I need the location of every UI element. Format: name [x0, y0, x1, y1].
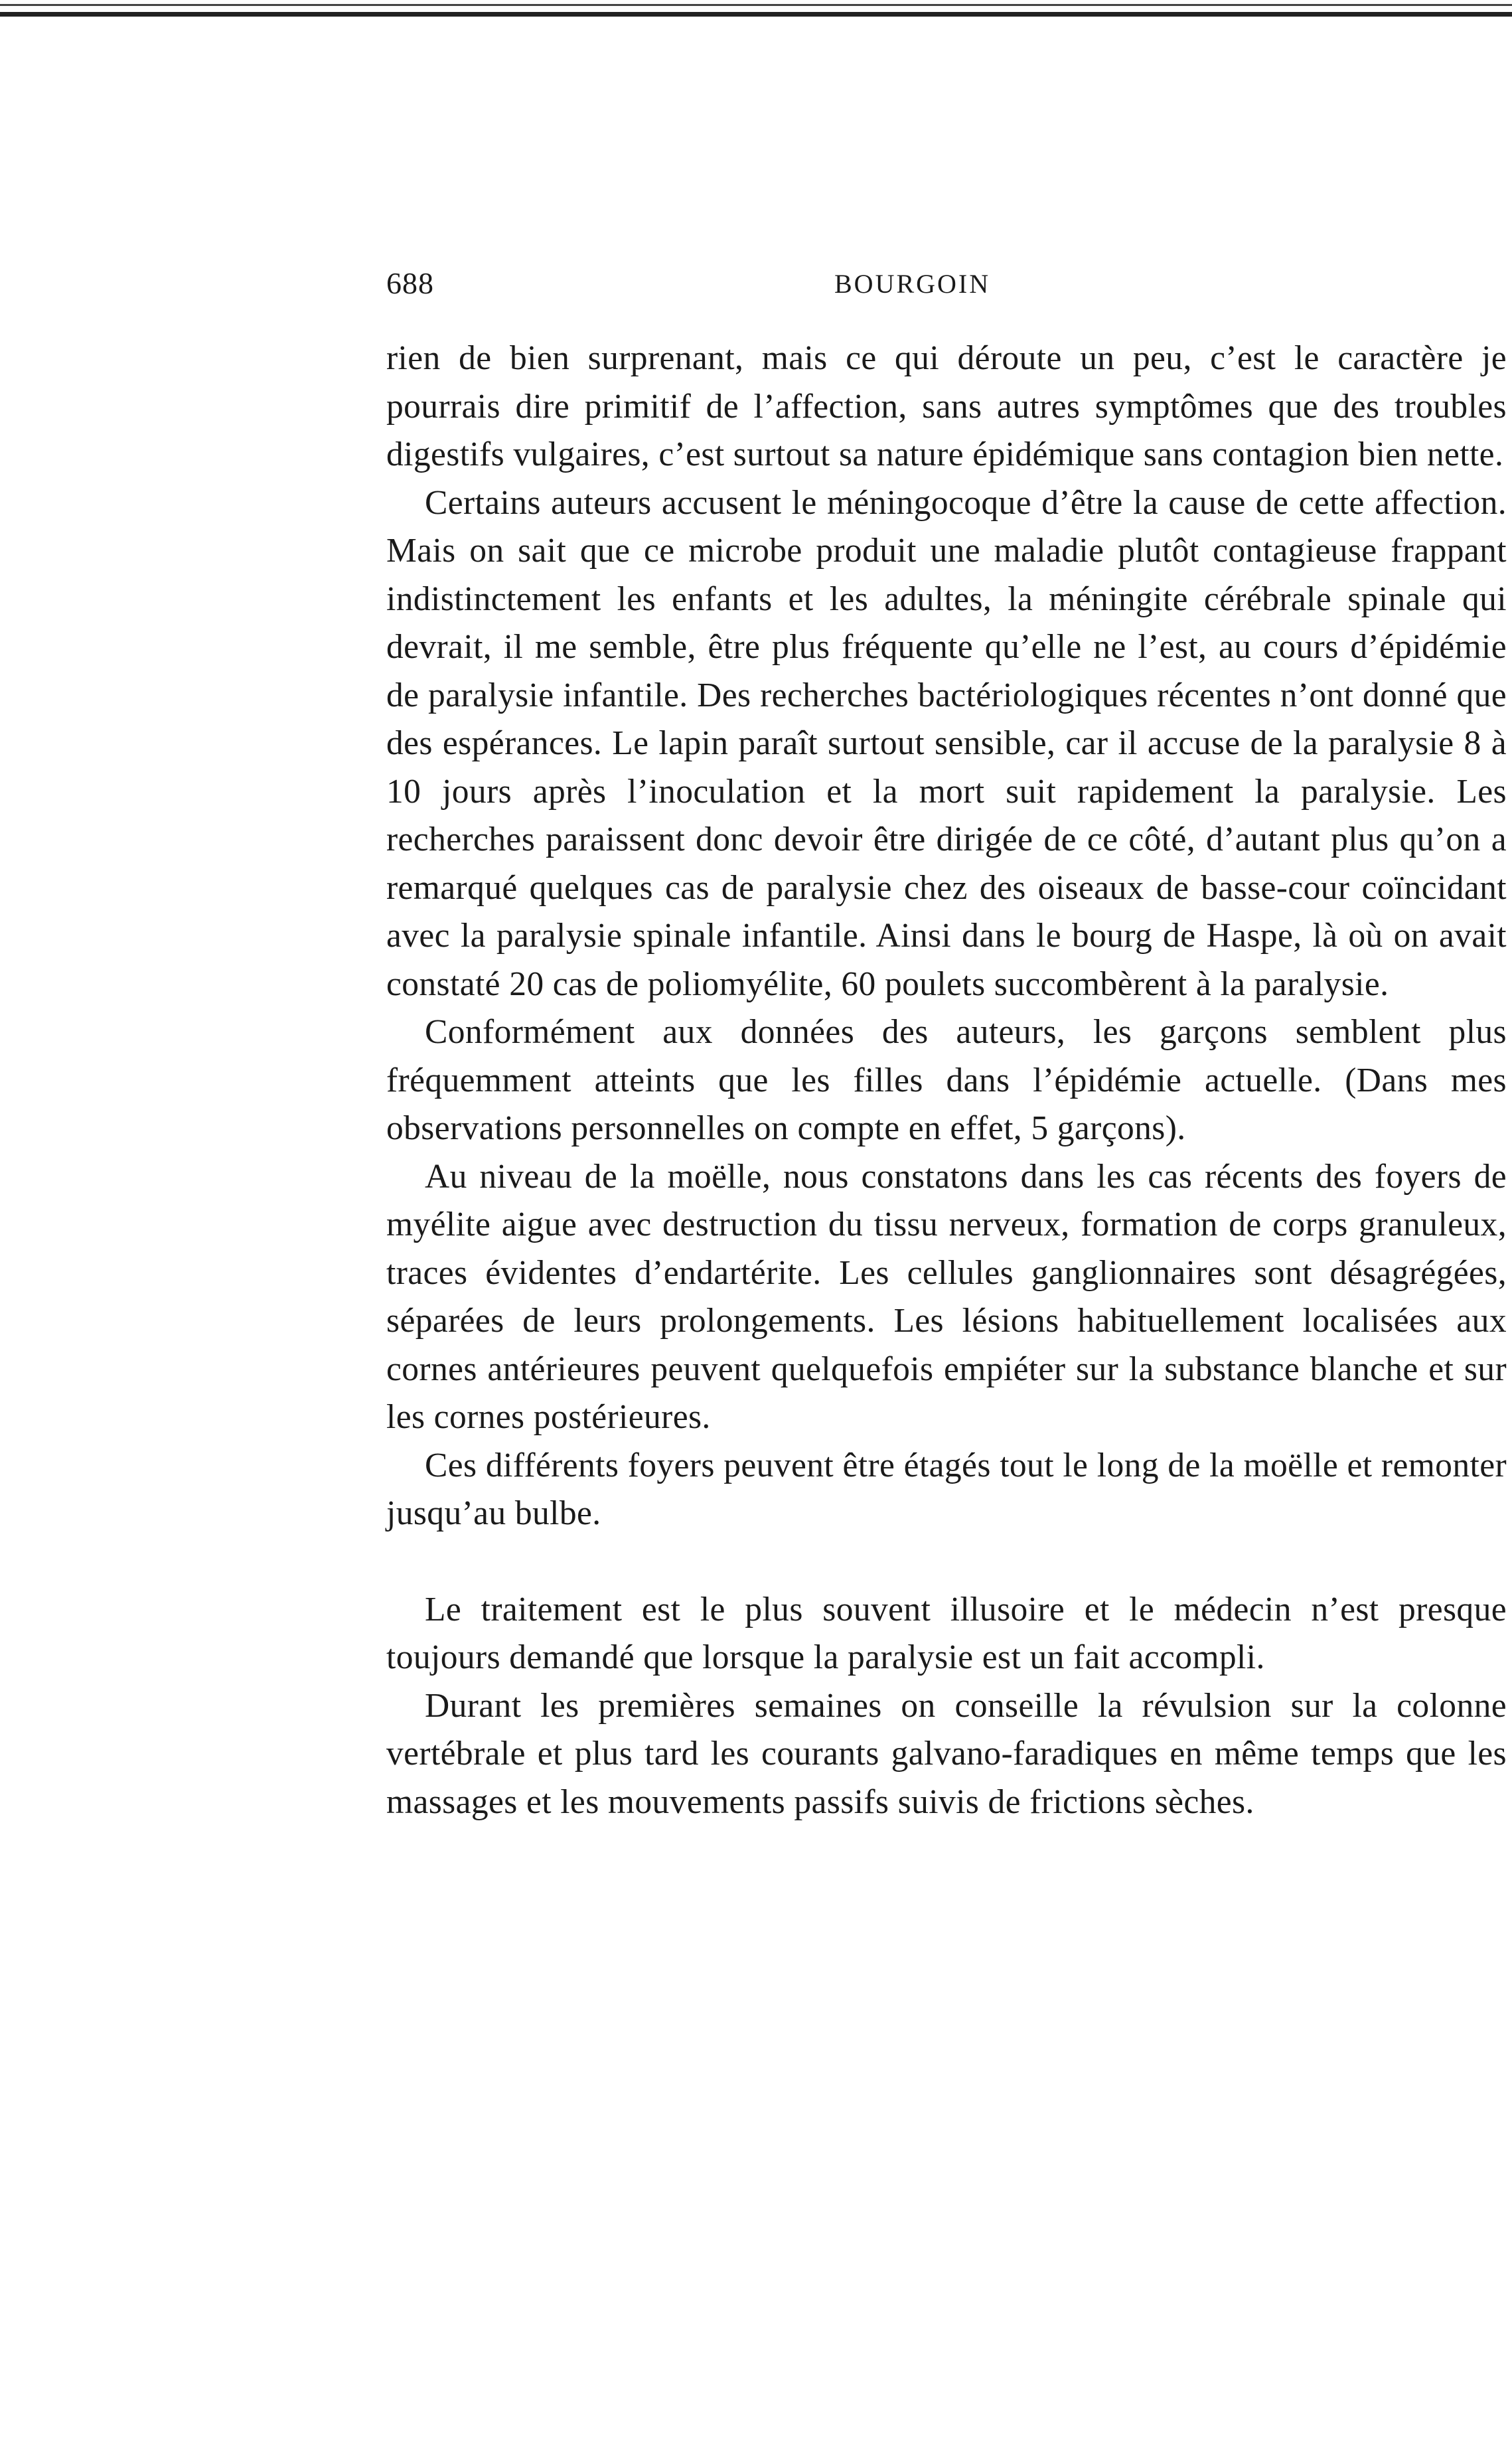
- paragraph-meningococcus: Certains auteurs accusent le méningocoque d’être la cause de cette affection. Mais on sait que ce microbe produit une maladie plutôt contagieuse frappant indistinctement les enfants et les adultes, la méningite cérébrale spinale qui devrait, il me semble, être plus fréquente qu’elle ne l’est, au cours d’épidémie de paralysie infantile. Des recherches bactériologiques récentes n’ont donné que des espérances. Le lapin paraît surtout sensible, car il accuse de la paralysie 8 à 10 jours après l’inoculation et la mort suit rapidement la paralysie. Les recherches paraissent donc devoir être dirigée de ce côté, d’autant plus qu’on a remarqué quelques cas de paralysie chez des oiseaux de basse-cour coïncidant avec la paralysie spinale infantile. Ainsi dans le bourg de Haspe, là où on avait constaté 20 cas de poliomyélite, 60 poulets succombèrent à la paralysie.: [386, 483, 1507, 1003]
- section-gap: [386, 1538, 1507, 1586]
- paragraph-treatment: Le traitement est le plus souvent illusoire et le médecin n’est presque toujours demandé que lorsque la paralysie est un fait accompli.: [386, 1590, 1507, 1676]
- page-number: 688: [386, 266, 434, 300]
- paragraph-pathology: Au niveau de la moëlle, nous constatons dans les cas récents des foyers de myélite aigue avec destruction du tissu nerveux, formation de corps granuleux, traces évidentes d’endartérite. Les cellules ganglionnaires sont désagrégées, séparées de leurs prolongements. Les lésions habituellement localisées aux cornes antérieures peuvent quelquefois empiéter sur la substance blanche et sur les cornes postérieures.: [386, 1157, 1507, 1436]
- paragraph-therapy: Durant les premières semaines on conseille la révulsion sur la colonne vertébrale et plus tard les courants galvano-faradiques en même temps que les massages et les mouvements passifs suivis de frictions sèches.: [386, 1686, 1507, 1821]
- top-border-thin: [0, 4, 1512, 6]
- page-content: [386, 266, 1507, 1826]
- top-border: [0, 12, 1512, 17]
- paragraph-continuation: rien de bien surprenant, mais ce qui déroute un peu, c’est le caractère je pourrais dire primitif de l’affection, sans autres symptômes que des troubles digestifs vulgaires, c’est surtout sa nature épidémique sans contagion bien nette.: [386, 339, 1507, 473]
- paragraph-foci: Ces différents foyers peuvent être étagés tout le long de la moëlle et remonter jusqu’au bulbe.: [386, 1446, 1507, 1532]
- paragraph-boys-girls: Conformément aux données des auteurs, les garçons semblent plus fréquemment atteints que les filles dans l’épidémie actuelle. (Dans mes observations personnelles on compte en effet, 5 garçons).: [386, 1013, 1507, 1147]
- running-title: BOURGOIN: [834, 269, 991, 299]
- running-head: [386, 266, 1507, 308]
